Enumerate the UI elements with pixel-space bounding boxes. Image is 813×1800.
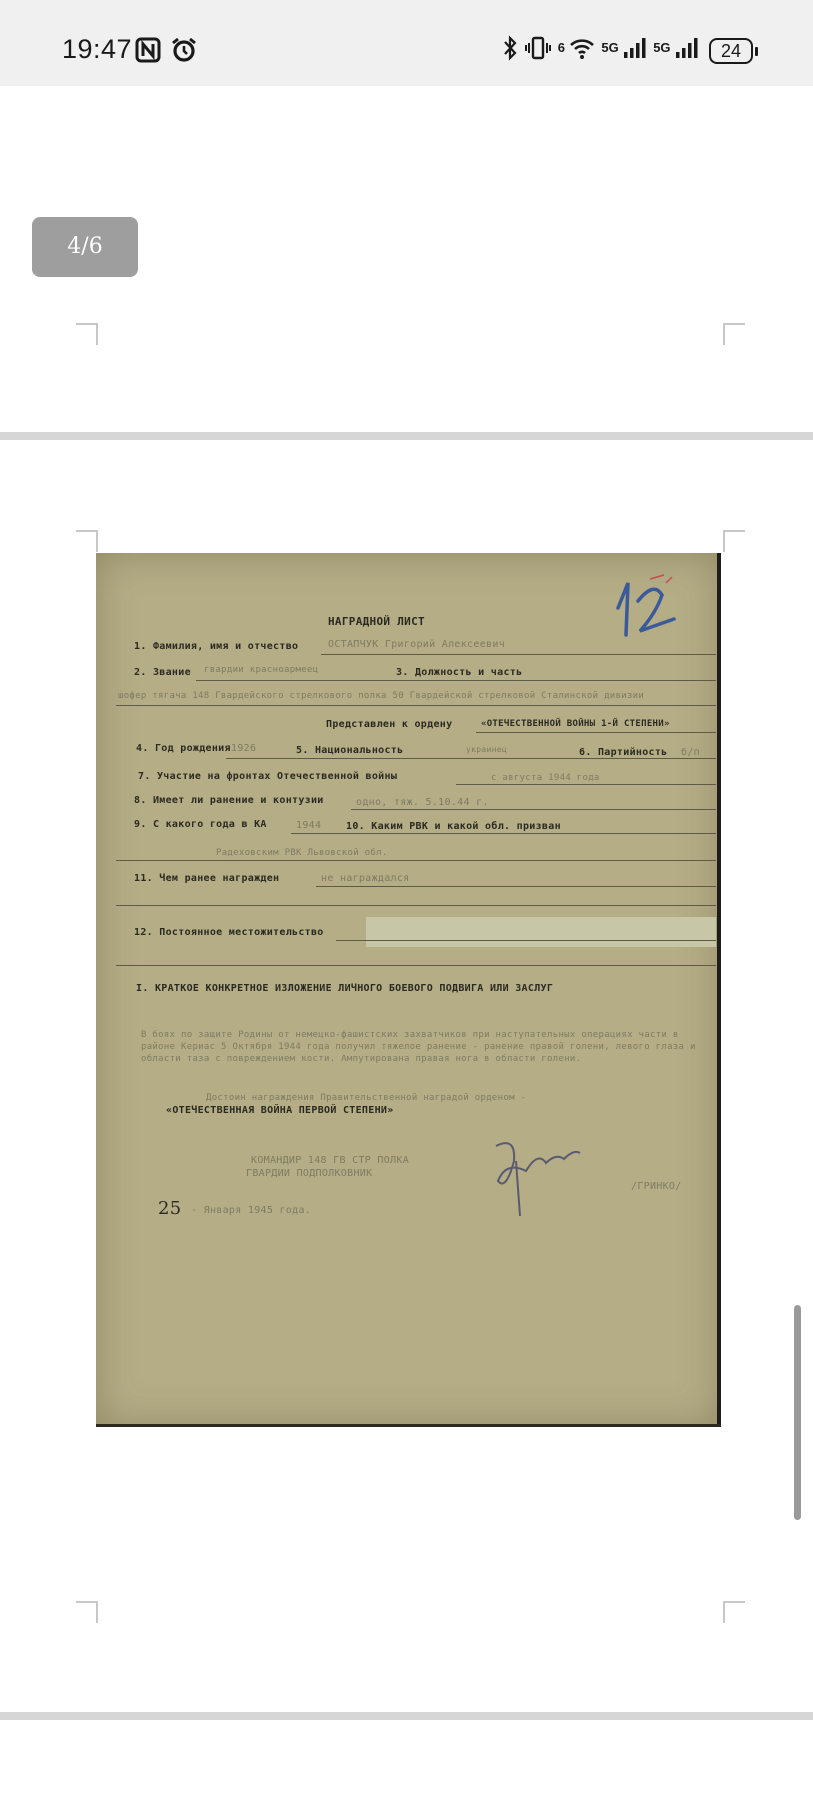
field-8-label: 8. Имеет ли ранение и контузии xyxy=(134,795,324,806)
field-9-label: 9. С какого года в КА xyxy=(134,819,267,830)
field-6-label: 6. Партийность xyxy=(579,747,668,758)
signal-5g-icon: 5G xyxy=(653,36,699,65)
signer-rank: ГВАРДИИ ПОДПОЛКОВНИК xyxy=(246,1168,373,1179)
section-heading: I. КРАТКОЕ КОНКРЕТНОЕ ИЗЛОЖЕНИЕ ЛИЧНОГО БОЕВОГО ПОДВИГА ИЛИ ЗАСЛУГ xyxy=(136,983,554,994)
field-7-label: 7. Участие на фронтах Отечественной войны xyxy=(138,771,398,782)
date-day: 25 xyxy=(158,1198,182,1219)
document-title: НАГРАДНОЙ ЛИСТ xyxy=(328,615,425,628)
field-8-value: одно, тяж. 5.10.44 г. xyxy=(356,797,489,808)
document-scan[interactable] xyxy=(96,553,721,1427)
page-corner-mark xyxy=(723,323,745,345)
presented-value: «ОТЕЧЕСТВЕННОЙ ВОЙНЫ 1-Й СТЕПЕНИ» xyxy=(481,719,670,729)
page-corner-mark xyxy=(76,530,98,552)
nfc-icon xyxy=(134,36,162,69)
presented-label: Представлен к ордену xyxy=(326,719,453,730)
signature xyxy=(476,1131,596,1221)
page-indicator: 4/6 xyxy=(32,217,138,277)
page-corner-mark xyxy=(76,323,98,345)
signal-5g-icon: 5G xyxy=(601,36,647,65)
vibrate-icon xyxy=(524,35,552,66)
field-11-label: 11. Чем ранее награжден xyxy=(134,873,280,884)
field-2-label: 2. Звание xyxy=(134,667,191,678)
field-9-value: 1944 xyxy=(296,820,322,831)
battery-icon: 24 xyxy=(709,38,753,64)
field-3-value: шофер тягача 148 Гвардейского стрелкового полка 50 Гвардейской стрелковой Сталинской дивизии xyxy=(118,691,645,701)
page-corner-mark xyxy=(76,1601,98,1623)
narrative-order: «ОТЕЧЕСТВЕННАЯ ВОЙНА ПЕРВОЙ СТЕПЕНИ» xyxy=(166,1105,394,1116)
date-rest: - Января 1945 года. xyxy=(191,1205,312,1216)
narrative-text: В боях по защите Родины от немецко-фашистских захватчиков при наступательных операциях части в районе Кериас 5 Октября 1944 года получил тяжелое ранение - ранение правой голени, левого глаза и области таза с повреждением кости. Ампутирована правая нога в области голени. xyxy=(141,1030,696,1064)
field-5-label: 5. Национальность xyxy=(296,745,404,756)
page-corner-mark xyxy=(723,530,745,552)
signer-name: /ГРИНКО/ xyxy=(631,1181,682,1192)
status-time: 19:47 xyxy=(62,34,133,64)
field-6-value: б/п xyxy=(681,747,700,758)
signer-title: КОМАНДИР 148 ГВ СТР ПОЛКА xyxy=(251,1155,410,1166)
redacted-area xyxy=(366,917,716,947)
status-bar xyxy=(0,0,813,86)
field-10-value: Радеховским РВК Львовской обл. xyxy=(216,848,388,858)
field-1-label: 1. Фамилия, имя и отчество xyxy=(134,641,299,652)
field-4-value: 1926 xyxy=(231,743,257,754)
field-10-label: 10. Каким РВК и какой обл. призван xyxy=(346,821,561,832)
wifi-icon: 6 xyxy=(558,36,596,65)
page-divider xyxy=(0,432,813,440)
field-3-label: 3. Должность и часть xyxy=(396,667,523,678)
status-left-icons xyxy=(134,36,198,69)
bluetooth-icon xyxy=(502,35,518,66)
status-right-icons xyxy=(502,35,753,66)
field-7-value: с августа 1944 года xyxy=(491,773,600,783)
field-4-label: 4. Год рождения xyxy=(136,743,231,754)
field-2-value: гвардии красноармеец xyxy=(204,665,319,675)
narrative-award: Достоин награждения Правительственной наградой орденом - xyxy=(206,1093,527,1103)
field-1-value: ОСТАПЧУК Григорий Алексеевич xyxy=(328,639,505,650)
field-12-label: 12. Постоянное местожительство xyxy=(134,927,324,938)
field-5-value: украинец xyxy=(466,745,507,754)
alarm-icon xyxy=(170,36,198,69)
field-11-value: не награждался xyxy=(321,873,410,884)
page-corner-mark xyxy=(723,1601,745,1623)
page-divider xyxy=(0,1712,813,1720)
scrollbar[interactable] xyxy=(794,1305,801,1520)
